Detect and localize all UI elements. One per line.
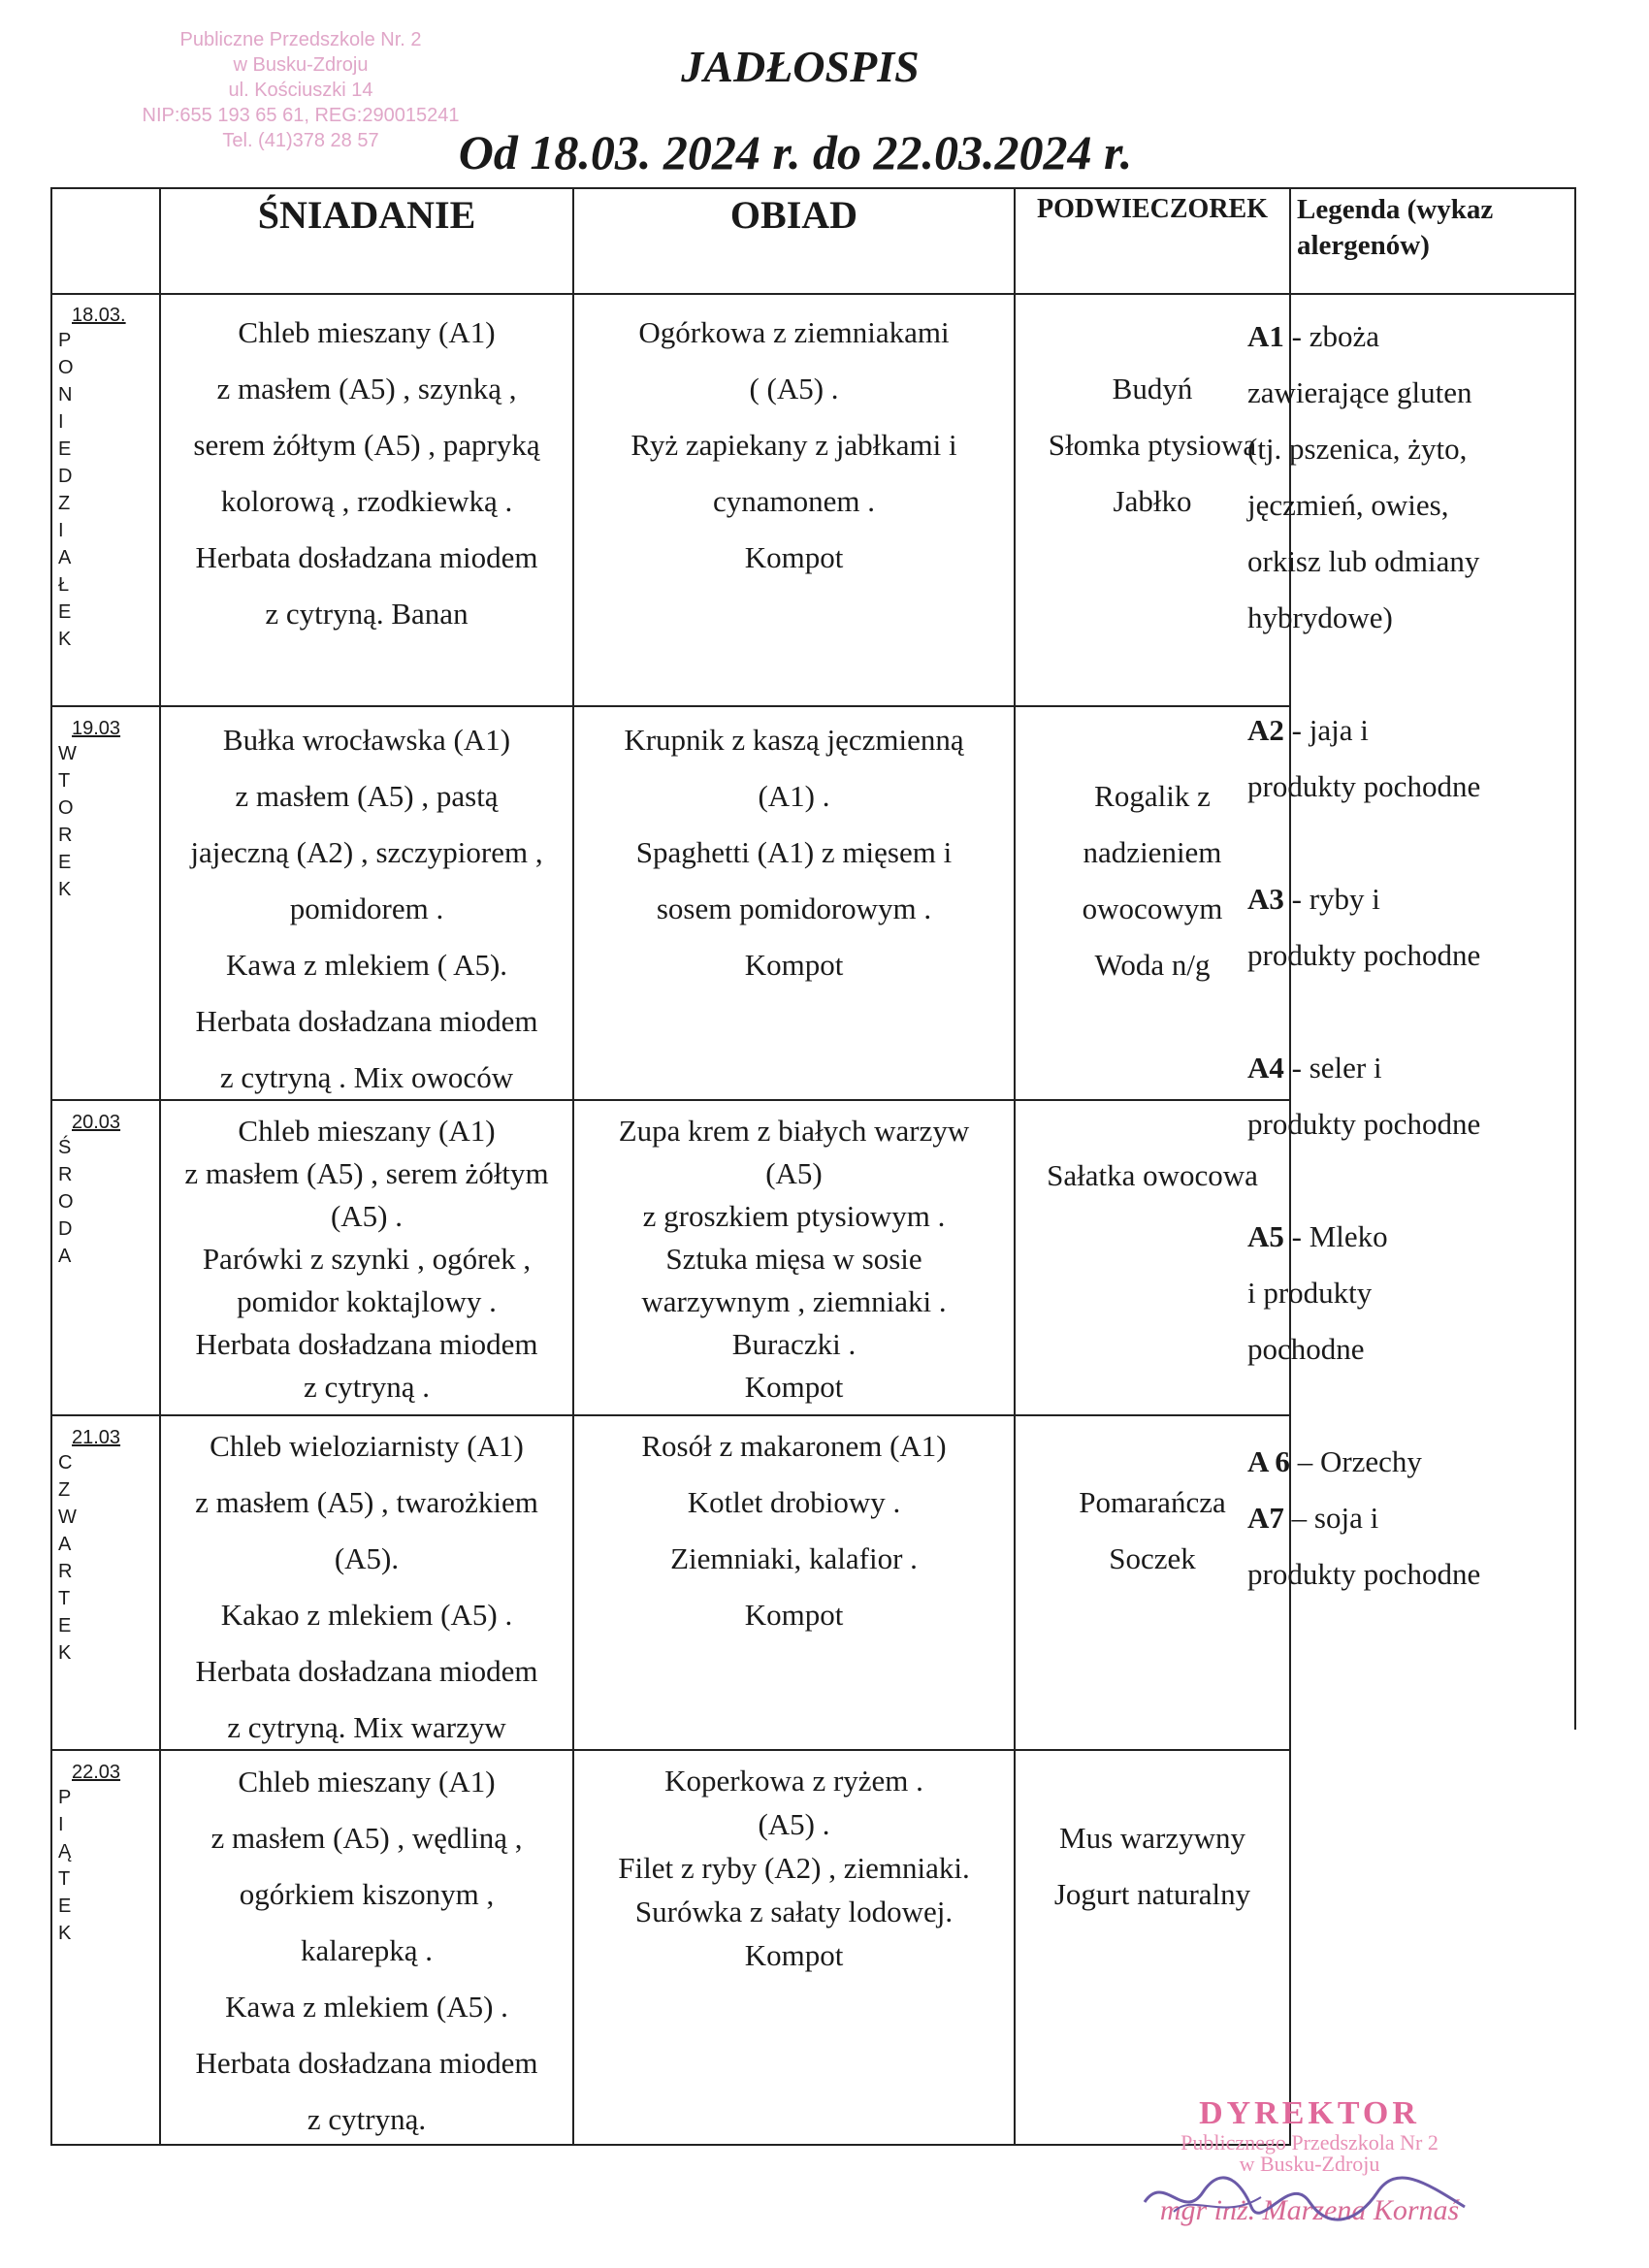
legend-item: A4 - seler i produkty pochodne [1247,1051,1481,1141]
snack-cell: Pomarańcza Soczek [1079,1485,1226,1575]
snack-cell: Sałatka owocowa [1047,1158,1258,1192]
day-date: 22.03 [72,1762,121,1783]
signature-institution: w Busku-Zdroju [1239,2152,1380,2176]
date-range: Od 18.03. 2024 r. do 22.03.2024 r. [458,125,1133,179]
row-divider [50,1414,1289,1416]
lunch-cell: Rosół z makaronem (A1) Kotlet drobiowy . Ziemniaki, kalafior . Kompot [641,1429,947,1632]
breakfast-cell: Chleb mieszany (A1) z masłem (A5) , wędliną , ogórkiem kiszonym , kalarepką . Kawa z mlekiem (A5) . Herbata dosładzana miodem z cytryną. [195,1765,538,2136]
table-border-left [50,187,52,2146]
legend-item: A2 - jaja i produkty pochodne [1247,713,1481,803]
header-lunch: OBIAD [729,193,858,237]
day-label [58,1762,155,1947]
stamp-line: Tel. (41)378 28 57 [222,130,379,151]
day-date: 19.03 [72,718,121,739]
snack-cell: Budyń Słomka ptysiowa Jabłko [1048,372,1257,518]
day-label [58,1427,155,1667]
day-name: W T O R E K [58,743,77,900]
day-name: Ś R O D A [58,1137,74,1267]
breakfast-cell: Bułka wrocławska (A1) z masłem (A5) , pastą jajeczną (A2) , szczypiorem , pomidorem . Kawa z mlekiem ( A5). Herbata dosładzana miodem z cytryną . Mix owoców [190,723,543,1094]
signature-title: DYREKTOR [1199,2095,1420,2131]
breakfast-cell: Chleb mieszany (A1) z masłem (A5) , serem żółtym (A5) . Parówki z szynki , ogórek , pomidor koktajlowy . Herbata dosładzana miodem z cytryną . [184,1114,549,1404]
snack-cell: Rogalik z nadzieniem owocowym Woda n/g [1082,779,1223,982]
lunch-cell: Koperkowa z ryżem . (A5) . Filet z ryby (A2) , ziemniaki. Surówka z sałaty lodowej. Kompot [618,1764,970,1972]
table-border-right [1574,187,1576,1730]
allergen-legend [1247,308,1568,1603]
day-label [58,1112,155,1270]
signature-institution: Publicznego Przedszkola Nr 2 [1180,2130,1439,2155]
lunch-cell: Krupnik z kaszą jęczmienną (A1) . Spaghetti (A1) z mięsem i sosem pomidorowym . Kompot [624,723,964,982]
day-date: 20.03 [72,1112,121,1133]
day-date: 21.03 [72,1427,121,1448]
header-legend-line: Legenda (wykaz [1297,194,1494,225]
legend-item: A 6 – Orzechy [1247,1444,1422,1478]
stamp-line: Publiczne Przedszkole Nr. 2 [179,29,422,50]
stamp-line: NIP:655 193 65 61, REG:290015241 [142,105,460,126]
day-label [58,718,155,903]
day-name: P O N I E D Z I A Ł E K [58,330,74,650]
director-signature [1116,2095,1504,2227]
legend-item: A1 - zboża zawierające gluten (tj. pszenica, żyto, jęczmień, owies, orkisz lub odmiany hybrydowe) [1247,319,1480,634]
header-legend [1297,192,1568,264]
lunch-cell: Zupa krem z białych warzyw (A5) z groszkiem ptysiowym . Sztuka mięsa w sosie warzywnym , ziemniaki . Buraczki . Kompot [618,1114,970,1404]
row-divider [50,705,1289,707]
day-name: C Z W A R T E K [58,1452,77,1664]
handwritten-signature-icon [1135,2163,1484,2231]
legend-item: A5 - Mleko i produkty pochodne [1247,1219,1388,1366]
legend-item: A3 - ryby i produkty pochodne [1247,882,1481,972]
stamp-line: ul. Kościuszki 14 [228,80,373,101]
lunch-cell: Ogórkowa z ziemniakami ( (A5) . Ryż zapiekany z jabłkami i cynamonem . Kompot [630,315,957,574]
day-date: 18.03. [72,305,126,326]
day-name: P I Ą T E K [58,1787,72,1944]
page-title: JADŁOSPIS [681,42,920,91]
day-label [58,305,155,653]
header-breakfast: ŚNIADANIE [257,193,476,237]
legend-item: A7 – soja i produkty pochodne [1247,1501,1481,1591]
snack-cell: Mus warzywny Jogurt naturalny [1053,1821,1251,1911]
breakfast-cell: Chleb mieszany (A1) z masłem (A5) , szynką , serem żółtym (A5) , papryką kolorową , rzodkiewką . Herbata dosładzana miodem z cytryną. Banan [193,315,540,631]
breakfast-cell: Chleb wieloziarnisty (A1) z masłem (A5) , twarożkiem (A5). Kakao z mlekiem (A5) . Herbata dosładzana miodem z cytryną. Mix warzyw [195,1429,538,1744]
table-border-top [50,187,1576,189]
signature-name: mgr inż. Marzena Kornaś [1159,2194,1460,2226]
header-snack: PODWIECZOREK [1036,194,1269,224]
header-divider [50,293,1576,295]
header-legend-line: alergenów) [1297,230,1430,261]
stamp-line: w Busku-Zdroju [233,54,369,76]
